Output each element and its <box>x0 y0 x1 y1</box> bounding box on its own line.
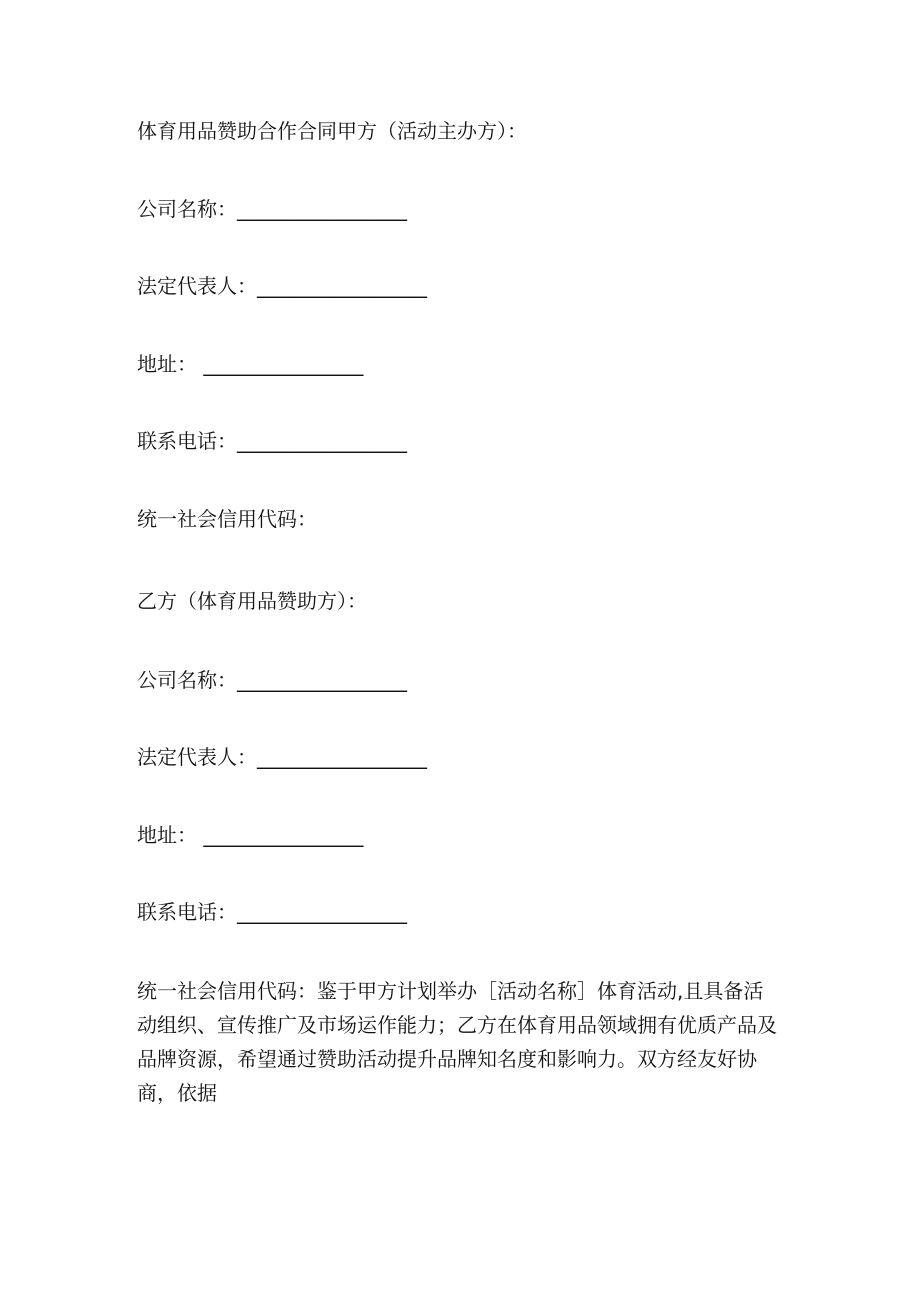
party-a-credit-code-field: 统一社会信用代码： <box>137 507 317 531</box>
party-b-heading: 乙方（体育用品赞助方）： <box>137 589 367 613</box>
party-a-address-field: 地址： ________________ <box>137 352 364 376</box>
party-b-legal-rep-field: 法定代表人：_________________ <box>137 745 427 769</box>
party-b-company-field: 公司名称：_________________ <box>137 668 407 692</box>
closing-paragraph: 统一社会信用代码：鉴于甲方计划举办［活动名称］体育活动,且具备活动组织、宣传推广及市场运作能力；乙方在体育用品领域拥有优质产品及品牌资源，希望通过赞助活动提升品牌知名度和影响力。双方经友好协商，依据 <box>137 979 777 1105</box>
party-a-phone-field: 联系电话：_________________ <box>137 429 407 453</box>
party-a-legal-rep-field: 法定代表人：_________________ <box>137 274 427 298</box>
contract-title-line: 体育用品赞助合作合同甲方（活动主办方）： <box>137 119 527 143</box>
party-a-company-field: 公司名称：_________________ <box>137 197 407 221</box>
party-b-phone-field: 联系电话：_________________ <box>137 900 407 924</box>
party-b-address-field: 地址： ________________ <box>137 823 364 847</box>
